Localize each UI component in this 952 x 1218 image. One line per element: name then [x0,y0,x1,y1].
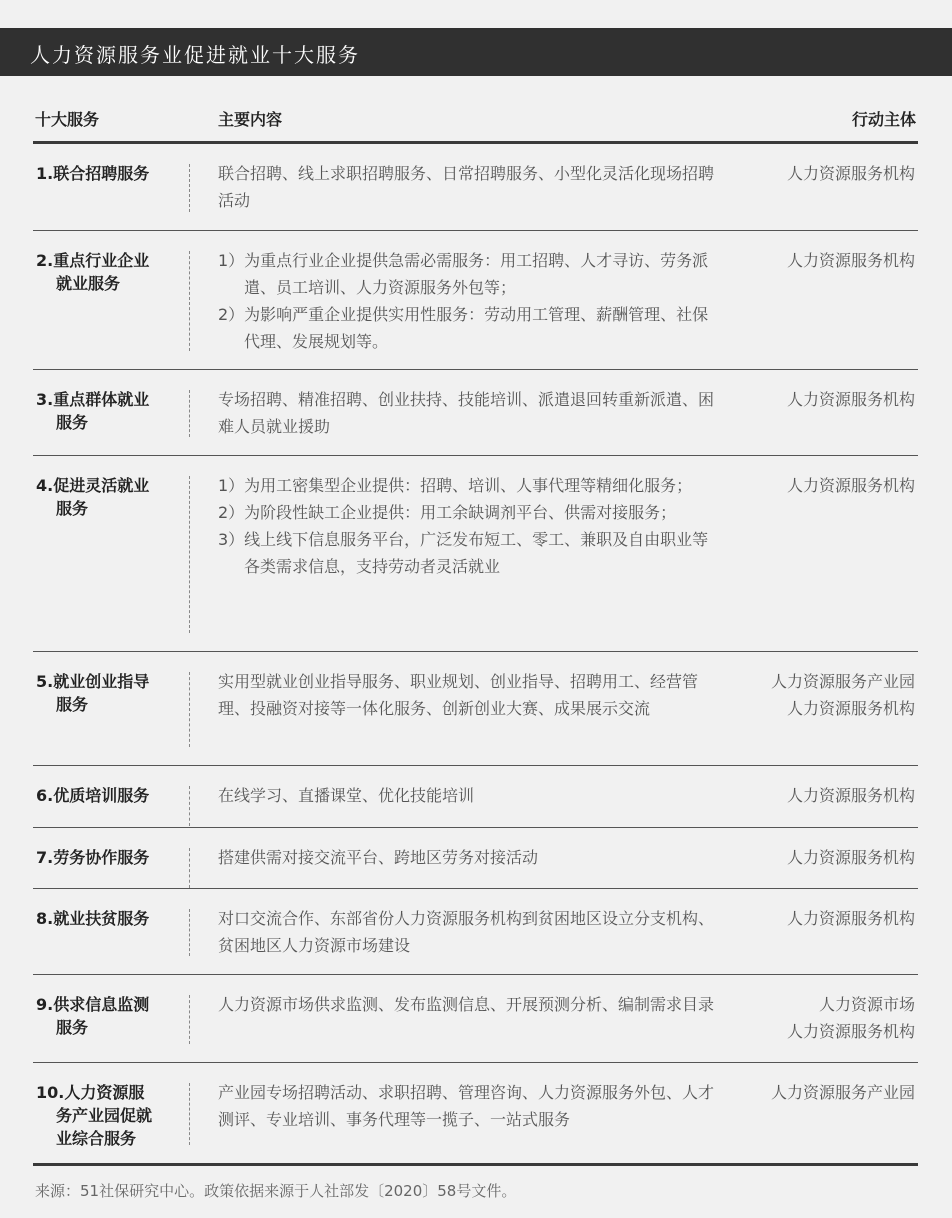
actor [725,160,915,187]
service-name [36,784,186,807]
service-name-line: 服务 [56,1018,89,1037]
table-row [33,370,918,455]
actor-line: 人力资源服务机构 [786,251,915,270]
table-row [33,231,918,369]
column-divider [189,390,190,437]
column-divider [189,476,190,633]
table-row [33,456,918,651]
service-name [36,907,186,930]
column-divider [189,909,190,956]
service-name [36,474,186,520]
content-item: 产业园专场招聘活动、求职招聘、管理咨询、人力资源服务外包、人才测评、专业培训、事务代理等一揽子、一站式服务 [218,1083,715,1129]
page-title: 人力资源服务业促进就业十大服务 [30,43,360,67]
service-content [218,472,723,580]
actor [725,844,915,871]
table-row [33,766,918,827]
actor [725,1079,915,1106]
actor-line: 人力资源服务产业园 [770,1083,915,1102]
column-divider [189,164,190,212]
column-divider [189,251,190,351]
content-item: 在线学习、直播课堂、优化技能培训 [218,786,475,805]
actor [725,668,915,722]
content-item: 3）线上线下信息服务平台，广泛发布短工、零工、兼职及自由职业等各类需求信息，支持劳动者灵活就业 [218,530,709,576]
table-row [33,144,918,230]
actor [725,247,915,274]
column-divider [189,995,190,1044]
actor [725,472,915,499]
header-actor: 行动主体 [851,110,916,129]
title-bar [0,28,952,76]
actor-line: 人力资源市场 [818,995,915,1014]
service-name-line: 业综合服务 [56,1129,137,1148]
service-name-line: 服务 [56,413,89,432]
content-item: 人力资源市场供求监测、发布监测信息、开展预测分析、编制需求目录 [218,995,715,1014]
column-divider [189,1083,190,1145]
service-content [218,247,723,355]
service-name [36,249,186,295]
table-row [33,828,918,888]
actor-line: 人力资源服务机构 [786,476,915,495]
service-name-line: 2.重点行业企业 [36,251,150,270]
service-name-line: 服务 [56,695,89,714]
content-item: 专场招聘、精准招聘、创业扶持、技能培训、派遣退回转重新派遣、困难人员就业援助 [218,390,715,436]
service-name-line: 6.优质培训服务 [36,786,150,805]
service-name-line: 1.联合招聘服务 [36,164,150,183]
actor-line: 人力资源服务机构 [786,786,915,805]
source-note: 来源：51社保研究中心。政策依据来源于人社部发〔2020〕58号文件。 [35,1182,517,1200]
table-row [33,1063,918,1163]
service-content [218,782,723,809]
table-bottom-rule [33,1163,918,1166]
service-name [36,1081,186,1150]
service-name-line: 就业服务 [56,274,121,293]
service-content [218,844,723,871]
actor [725,991,915,1045]
content-item: 对口交流合作、东部省份人力资源服务机构到贫困地区设立分支机构、贫困地区人力资源市场建设 [218,909,715,955]
content-item: 1）为用工密集型企业提供：招聘、培训、人事代理等精细化服务； [218,476,693,495]
content-item: 2）为影响严重企业提供实用性服务：劳动用工管理、薪酬管理、社保代理、发展规划等。 [218,305,709,351]
service-name-line: 7.劳务协作服务 [36,848,150,867]
actor-line: 人力资源服务产业园 [770,672,915,691]
service-name-line: 5.就业创业指导 [36,672,150,691]
service-name-line: 服务 [56,499,89,518]
content-item: 2）为阶段性缺工企业提供：用工余缺调剂平台、供需对接服务； [218,503,677,522]
service-name [36,162,186,185]
table-row [33,652,918,765]
actor-line: 人力资源服务机构 [786,909,915,928]
service-content [218,386,723,440]
table-row [33,889,918,974]
service-name-line: 10.人力资源服 [36,1083,145,1102]
actor [725,905,915,932]
content-item: 1）为重点行业企业提供急需必需服务：用工招聘、人才寻访、劳务派遣、员工培训、人力资源服务外包等； [218,251,709,297]
service-content [218,160,723,214]
content-item: 联合招聘、线上求职招聘服务、日常招聘服务、小型化灵活化现场招聘活动 [218,164,715,210]
service-name-line: 8.就业扶贫服务 [36,909,150,928]
actor-line: 人力资源服务机构 [786,848,915,867]
actor [725,782,915,809]
actor-line: 人力资源服务机构 [786,699,915,718]
service-content [218,668,723,722]
service-content [218,1079,723,1133]
service-name [36,388,186,434]
actor [725,386,915,413]
actor-line: 人力资源服务机构 [786,1022,915,1041]
column-divider [189,848,190,888]
content-item: 搭建供需对接交流平台、跨地区劳务对接活动 [218,848,539,867]
service-content [218,991,723,1018]
column-divider [189,672,190,747]
service-name-line: 3.重点群体就业 [36,390,150,409]
actor-line: 人力资源服务机构 [786,390,915,409]
service-name-line: 9.供求信息监测 [36,995,150,1014]
actor-line: 人力资源服务机构 [786,164,915,183]
service-name [36,846,186,869]
header-content: 主要内容 [218,110,283,129]
column-divider [189,786,190,826]
content-item: 实用型就业创业指导服务、职业规划、创业指导、招聘用工、经营管理、投融资对接等一体化服务、创新创业大赛、成果展示交流 [218,672,699,718]
service-content [218,905,723,959]
table-row [33,975,918,1062]
service-name-line: 4.促进灵活就业 [36,476,150,495]
service-name [36,993,186,1039]
service-name [36,670,186,716]
header-service: 十大服务 [35,110,100,129]
service-name-line: 务产业园促就 [56,1106,153,1125]
